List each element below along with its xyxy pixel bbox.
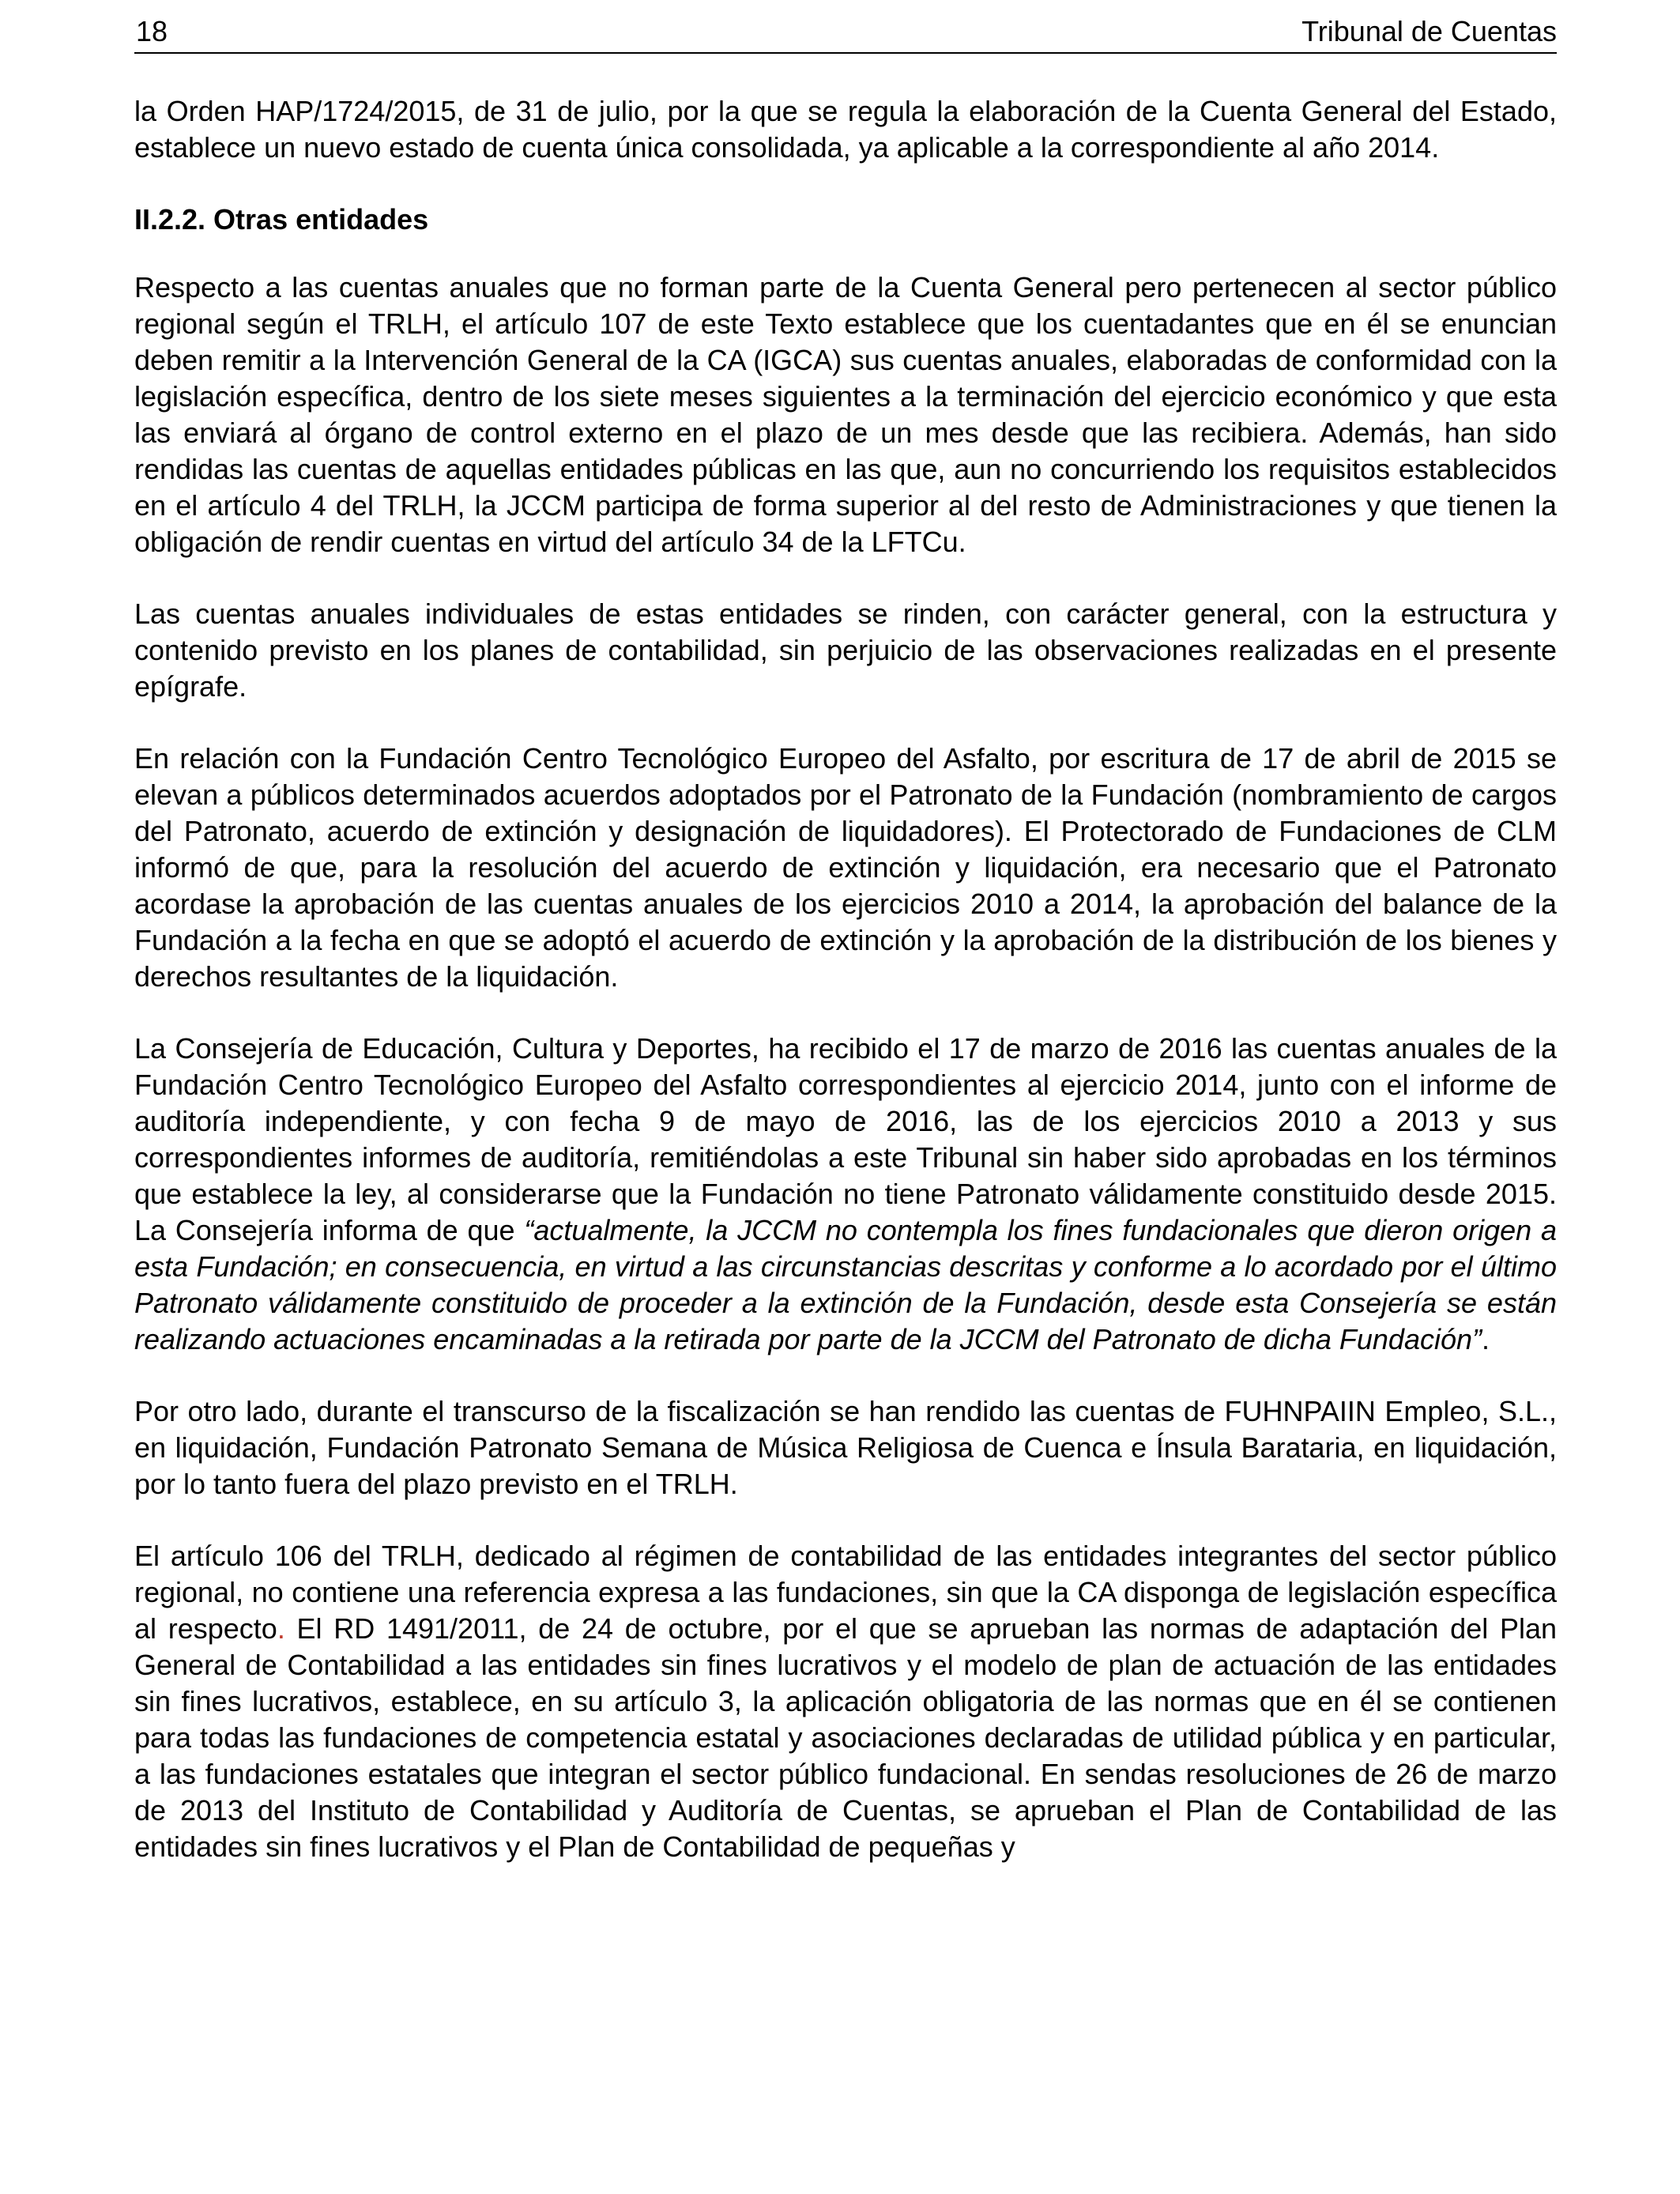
page-number: 18 [136, 15, 168, 47]
document-page [134, 0, 1557, 2194]
document-body [134, 93, 1557, 1901]
paragraph-consejeria [134, 1031, 1557, 1358]
section-heading: II.2.2. Otras entidades [134, 203, 429, 236]
paragraph-otras-cuentas: Por otro lado, durante el transcurso de la fiscalización se han rendido las cuentas de FUHNPAIIN Empleo, S.L., en liquidación, Fundación Patronato Semana de Música Religiosa de Cuenca e Ínsula Barataria, en liquidación, por lo tanto fuera del plazo previsto en el TRLH. [134, 1395, 1557, 1500]
paragraph-cuentas-anuales: Respecto a las cuentas anuales que no forman parte de la Cuenta General pero pertenecen al sector público regional según el TRLH, el artículo 107 de este Texto establece que los cuentadantes que en él se enuncian deben remitir a la Intervención General de la CA (IGCA) sus cuentas anuales, elaboradas de conformidad con la legislación específica, dentro de los siete meses siguientes a la terminación del ejercicio económico y que esta las enviará al órgano de control externo en el plazo de un mes desde que las recibiera. Además, han sido rendidas las cuentas de aquellas entidades públicas en las que, aun no concurriendo los requisitos establecidos en el artículo 4 del TRLH, la JCCM participa de forma superior al del resto de Administraciones y que tienen la obligación de rendir cuentas en virtud del artículo 34 de la LFTCu. [134, 271, 1557, 558]
consejeria-quote: “actualmente, la JCCM no contempla los fines fundacionales que dieron origen a esta Fundación; en consecuencia, en virtud a las circunstancias descritas y conforme a lo acordado por el último Patronato válidamente constituido de proceder a la extinción de la Fundación, desde esta Consejería se están realizando actuaciones encaminadas a la retirada por parte de la JCCM del Patronato de dicha Fundación” [134, 1214, 1557, 1355]
rd-1491-text: El RD 1491/2011, de 24 de octubre, por el que se aprueban las normas de adaptación del Plan General de Contabilidad a las entidades sin fines lucrativos y el modelo de plan de actuación de las entidades sin fines lucrativos, establece, en su artículo 3, la aplicación obligatoria de las normas que en él se contienen para todas las fundaciones de competencia estatal y asociaciones declaradas de utilidad pública y en particular, a las fundaciones estatales que integran el sector público fundacional. En sendas resoluciones de 26 de marzo de 2013 del Instituto de Contabilidad y Auditoría de Cuentas, se aprueban el Plan de Contabilidad de las entidades sin fines lucrativos y el Plan de Contabilidad de pequeñas y [134, 1612, 1557, 1863]
header-title: Tribunal de Cuentas [1301, 15, 1557, 47]
paragraph-fundacion-asfalto: En relación con la Fundación Centro Tecnológico Europeo del Asfalto, por escritura de 17 de abril de 2015 se elevan a públicos determinados acuerdos adoptados por el Patronato de la Fundación (nombramiento de cargos del Patronato, acuerdo de extinción y designación de liquidadores). El Protectorado de Fundaciones de CLM informó de que, para la resolución del acuerdo de extinción y liquidación, era necesario que el Patronato acordase la aprobación de las cuentas anuales de los ejercicios 2010 a 2014, la aprobación del balance de la Fundación a la fecha en que se adoptó el acuerdo de extinción y la aprobación de la distribución de los bienes y derechos resultantes de la liquidación. [134, 742, 1557, 993]
running-header [134, 11, 1557, 54]
paragraph-estructura: Las cuentas anuales individuales de estas entidades se rinden, con carácter general, con la estructura y contenido previsto en los planes de contabilidad, sin perjuicio de las observaciones realizadas en el presente epígrafe. [134, 598, 1557, 703]
articulo-106-text: El artículo 106 del TRLH, dedicado al régimen de contabilidad de las entidades integrantes del sector público regional, no contiene una referencia expresa a las fundaciones, sin que la CA disponga de legislación específica al respecto [134, 1540, 1557, 1645]
consejeria-text: La Consejería de Educación, Cultura y Deportes, ha recibido el 17 de marzo de 2016 las cuentas anuales de la Fundación Centro Tecnológico Europeo del Asfalto correspondientes al ejercicio 2014, junto con el informe de auditoría independiente, y con fecha 9 de mayo de 2016, las de los ejercicios 2010 a 2013 y sus correspondientes informes de auditoría, remitiéndolas a este Tribunal sin haber sido aprobadas en los términos que establece la ley, al considerarse que la Fundación no tiene Patronato válidamente constituido desde 2015. La Consejería informa de que [134, 1032, 1557, 1246]
paragraph-articulo-106 [134, 1538, 1557, 1865]
consejeria-end: . [1482, 1323, 1490, 1355]
paragraph-intro: la Orden HAP/1724/2015, de 31 de julio, por la que se regula la elaboración de la Cuenta General del Estado, establece un nuevo estado de cuenta única consolidada, ya aplicable a la correspondiente al año 2014. [134, 95, 1557, 164]
red-period: . [277, 1612, 285, 1645]
